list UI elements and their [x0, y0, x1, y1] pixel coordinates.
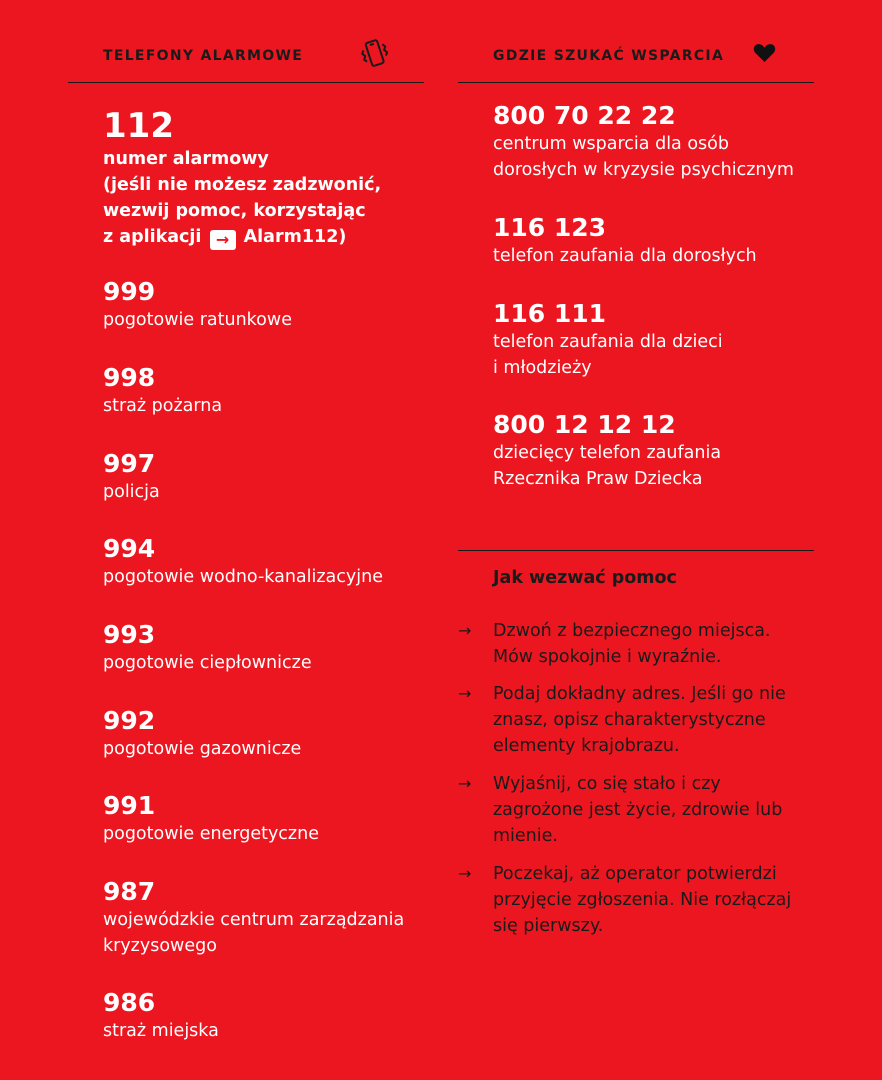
- support-116123-entry: [493, 213, 757, 269]
- entry-label: pogotowie gazownicze: [103, 739, 302, 759]
- entry-label: numer alarmowy: [103, 149, 269, 169]
- phone-number: 986: [103, 988, 156, 1017]
- help-step-line: Wyjaśnij, co się stało i czy: [493, 774, 721, 794]
- entry-label: policja: [103, 482, 160, 502]
- help-divider: [458, 550, 814, 551]
- help-title: Jak wezwać pomoc: [493, 568, 677, 588]
- help-step-line: zagrożone jest życie, zdrowie lub: [493, 800, 783, 820]
- help-step-line: Podaj dokładny adres. Jeśli go nie: [493, 684, 786, 704]
- support-heading: GDZIE SZUKAĆ WSPARCIA: [493, 48, 725, 64]
- help-step-line: znasz, opisz charakterystyczne: [493, 710, 766, 730]
- help-step-line: Mów spokojnie i wyraźnie.: [493, 647, 722, 667]
- emergency-numbers-heading: TELEFONY ALARMOWE: [103, 48, 304, 64]
- emergency-986-entry: [103, 988, 219, 1044]
- emergency-987-entry: [103, 877, 404, 959]
- vibrating-phone-icon: [358, 38, 392, 70]
- arrow-right-icon: →: [458, 774, 472, 793]
- entry-label: pogotowie ratunkowe: [103, 310, 292, 330]
- phone-number: 994: [103, 534, 156, 563]
- entry-label: Rzecznika Praw Dziecka: [493, 469, 703, 489]
- arrow-right-icon: →: [458, 864, 472, 883]
- arrow-right-icon: →: [210, 230, 236, 250]
- entry-label: wojewódzkie centrum zarządzania: [103, 910, 405, 930]
- entry-label: telefon zaufania dla dzieci: [493, 332, 723, 352]
- phone-number: 800 12 12 12: [493, 410, 676, 439]
- emergency-112-entry: [103, 106, 381, 250]
- emergency-994-entry: [103, 534, 383, 590]
- phone-number: 987: [103, 877, 156, 906]
- left-divider: [68, 82, 424, 83]
- phone-number: 997: [103, 449, 156, 478]
- phone-number: 993: [103, 620, 156, 649]
- phone-number: 116 111: [493, 299, 607, 328]
- entry-label: [103, 224, 381, 250]
- arrow-right-icon: →: [458, 684, 472, 703]
- phone-number: 116 123: [493, 213, 607, 242]
- support-800702222-entry: [493, 101, 794, 183]
- entry-label-part: z aplikacji: [103, 227, 202, 247]
- help-step-line: mienie.: [493, 826, 558, 846]
- help-step-line: się pierwszy.: [493, 916, 604, 936]
- entry-label: kryzysowego: [103, 936, 217, 956]
- entry-label: pogotowie ciepłownicze: [103, 653, 312, 673]
- help-step-line: Dzwoń z bezpiecznego miejsca.: [493, 621, 771, 641]
- entry-label: straż miejska: [103, 1021, 219, 1041]
- heart-icon: [753, 43, 776, 63]
- entry-label: wezwij pomoc, korzystając: [103, 201, 366, 221]
- phone-number: 999: [103, 277, 156, 306]
- entry-label: dziecięcy telefon zaufania: [493, 443, 722, 463]
- entry-label: centrum wsparcia dla osób: [493, 134, 729, 154]
- phone-number: 112: [103, 106, 174, 146]
- phone-number: 998: [103, 363, 156, 392]
- emergency-993-entry: [103, 620, 312, 676]
- phone-number: 800 70 22 22: [493, 101, 676, 130]
- emergency-999-entry: [103, 277, 292, 333]
- phone-number: 992: [103, 706, 156, 735]
- entry-label: pogotowie wodno-kanalizacyjne: [103, 567, 383, 587]
- entry-label: straż pożarna: [103, 396, 223, 416]
- emergency-992-entry: [103, 706, 301, 762]
- entry-label: (jeśli nie możesz zadzwonić,: [103, 175, 382, 195]
- support-800121212-entry: [493, 410, 721, 492]
- entry-label: pogotowie energetyczne: [103, 824, 319, 844]
- arrow-right-icon: →: [458, 621, 472, 640]
- support-116111-entry: [493, 299, 723, 381]
- right-divider: [458, 82, 814, 83]
- entry-label-part: Alarm112): [243, 227, 347, 247]
- help-step-line: przyjęcie zgłoszenia. Nie rozłączaj: [493, 890, 792, 910]
- help-step-line: Poczekaj, aż operator potwierdzi: [493, 864, 777, 884]
- entry-label: i młodzieży: [493, 358, 592, 378]
- emergency-998-entry: [103, 363, 222, 419]
- emergency-997-entry: [103, 449, 160, 505]
- entry-label: dorosłych w kryzysie psychicznym: [493, 160, 794, 180]
- help-step-line: elementy krajobrazu.: [493, 736, 680, 756]
- emergency-991-entry: [103, 791, 319, 847]
- phone-number: 991: [103, 791, 156, 820]
- entry-label: telefon zaufania dla dorosłych: [493, 246, 757, 266]
